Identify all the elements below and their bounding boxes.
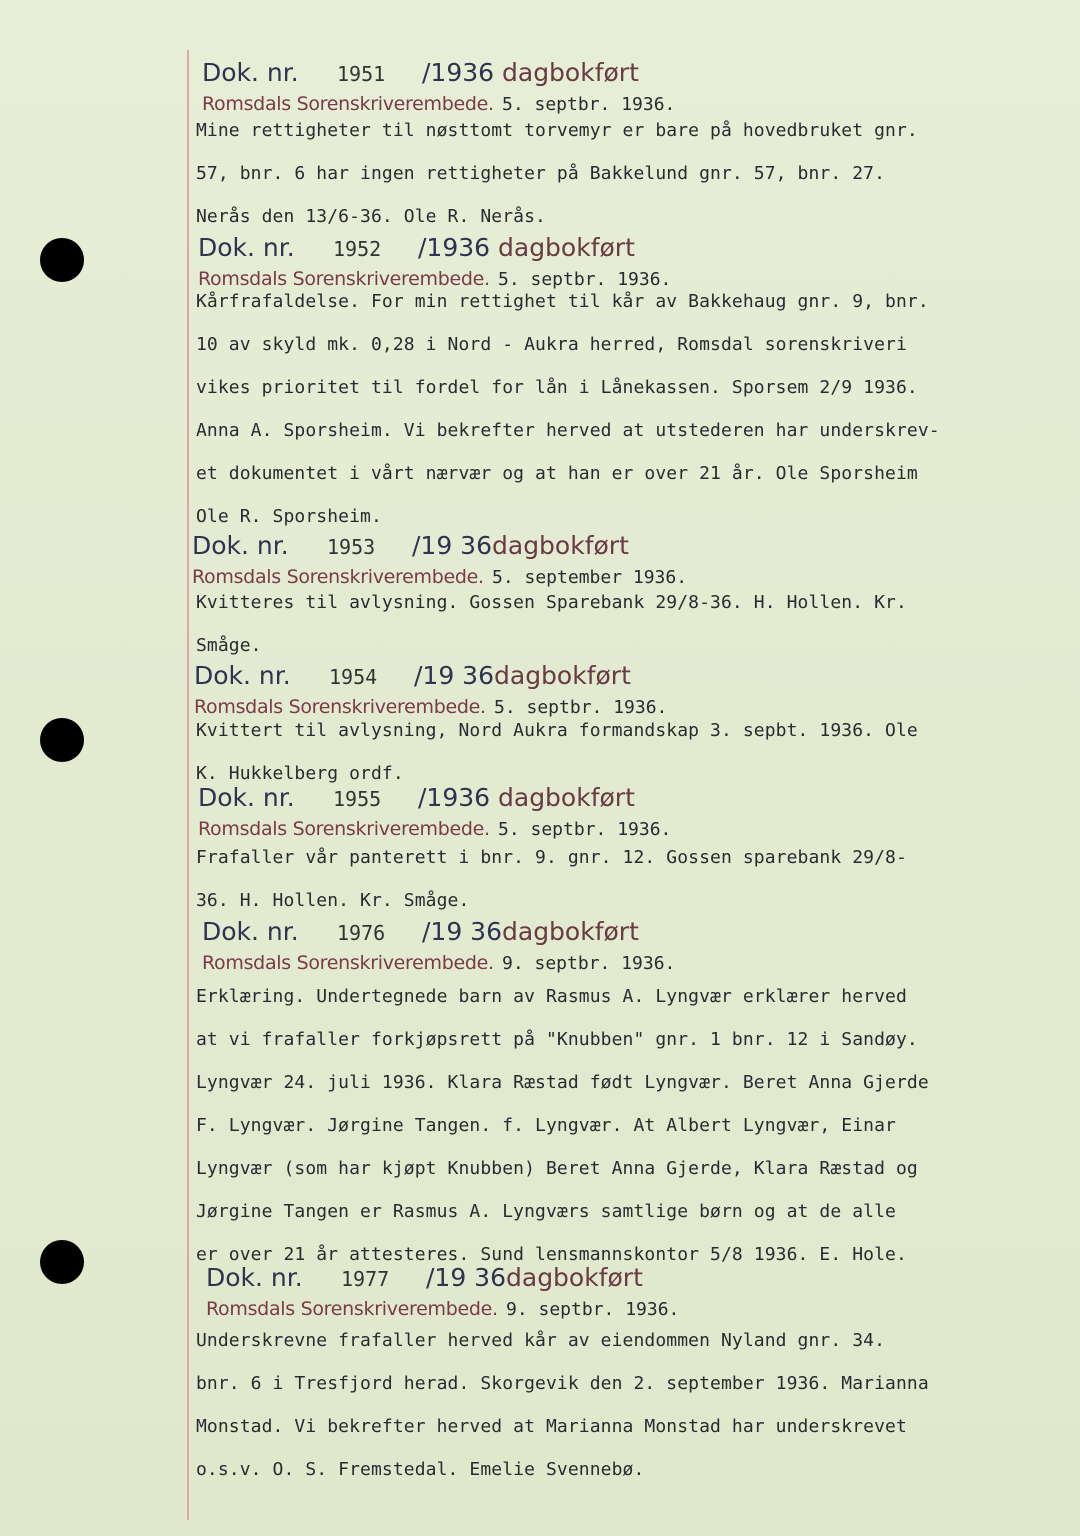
- text-line: 57, bnr. 6 har ingen rettigheter på Bakkelund gnr. 57, bnr. 27.: [196, 163, 886, 184]
- entry-header: [198, 782, 671, 842]
- office-stamp: Romsdals Sorenskriverembede.: [202, 93, 494, 115]
- entry-date: 5. september 1936.: [492, 567, 688, 588]
- entry-header: [192, 530, 687, 590]
- text-line: Underskrevne frafaller herved kår av eiendommen Nyland gnr. 34.: [196, 1330, 886, 1351]
- text-line: Jørgine Tangen er Rasmus A. Lyngværs samtlige børn og at de alle: [196, 1201, 896, 1222]
- dagbokfort-stamp: dagbokført: [502, 917, 639, 946]
- text-line: Lyngvær (som har kjøpt Knubben) Beret Anna Gjerde, Klara Ræstad og: [196, 1158, 918, 1179]
- dagbokfort-stamp: dagbokført: [498, 233, 635, 262]
- text-line: K. Hukkelberg ordf.: [196, 763, 404, 784]
- dagbokfort-stamp: dagbokført: [498, 783, 635, 812]
- text-line: Mine rettigheter til nøsttomt torvemyr er bare på hovedbruket gnr.: [196, 120, 918, 141]
- dagbokfort-stamp: dagbokført: [492, 531, 629, 560]
- punch-hole: [40, 1240, 84, 1284]
- entry-body: [196, 1326, 1066, 1498]
- dagbokfort-stamp: dagbokført: [494, 661, 631, 690]
- dok-number: 1954: [329, 665, 378, 689]
- dok-label: Dok. nr.: [192, 531, 289, 560]
- dok-number: 1952: [333, 237, 382, 261]
- dok-year: /1936: [418, 233, 491, 262]
- dok-number: 1955: [333, 787, 382, 811]
- entry-body: [196, 287, 1066, 545]
- dok-label: Dok. nr.: [202, 58, 299, 87]
- text-line: Småge.: [196, 635, 262, 656]
- dok-label: Dok. nr.: [198, 233, 295, 262]
- entry-date: 9. septbr. 1936.: [502, 953, 676, 974]
- entry-date: 5. septbr. 1936.: [498, 819, 672, 840]
- entry-header: [202, 57, 675, 117]
- office-stamp: Romsdals Sorenskriverembede.: [194, 696, 486, 718]
- entry-body: [196, 982, 1066, 1283]
- entry-date: 5. septbr. 1936.: [498, 269, 672, 290]
- text-line: Kårfrafaldelse. For min rettighet til kår av Bakkehaug gnr. 9, bnr.: [196, 291, 929, 312]
- dok-year: /19 36: [412, 531, 492, 560]
- text-line: Kvittert til avlysning, Nord Aukra formandskap 3. sepbt. 1936. Ole: [196, 720, 918, 741]
- entry-body: [196, 116, 1066, 245]
- dok-number: 1953: [327, 535, 376, 559]
- dagbokfort-stamp: dagbokført: [506, 1263, 643, 1292]
- text-line: Anna A. Sporsheim. Vi bekrefter herved at utstederen har underskrev-: [196, 420, 940, 441]
- office-stamp: Romsdals Sorenskriverembede.: [192, 566, 484, 588]
- margin-line: [187, 50, 189, 1520]
- text-line: Erklæring. Undertegnede barn av Rasmus A. Lyngvær erklærer herved: [196, 986, 907, 1007]
- text-line: Monstad. Vi bekrefter herved at Marianna Monstad har underskrevet: [196, 1416, 907, 1437]
- text-line: Lyngvær 24. juli 1936. Klara Ræstad født Lyngvær. Beret Anna Gjerde: [196, 1072, 929, 1093]
- text-line: Ole R. Sporsheim.: [196, 506, 382, 527]
- dok-label: Dok. nr.: [194, 661, 291, 690]
- punch-hole: [40, 718, 84, 762]
- dok-year: /19 36: [422, 917, 502, 946]
- text-line: o.s.v. O. S. Fremstedal. Emelie Svennebø.: [196, 1459, 645, 1480]
- dok-label: Dok. nr.: [206, 1263, 303, 1292]
- text-line: vikes prioritet til fordel for lån i Lånekassen. Sporsem 2/9 1936.: [196, 377, 918, 398]
- office-stamp: Romsdals Sorenskriverembede.: [198, 818, 490, 840]
- dok-year: /19 36: [414, 661, 494, 690]
- text-line: Nerås den 13/6-36. Ole R. Nerås.: [196, 206, 546, 227]
- entry-date: 5. septbr. 1936.: [502, 94, 676, 115]
- dok-label: Dok. nr.: [202, 917, 299, 946]
- dok-label: Dok. nr.: [198, 783, 295, 812]
- office-stamp: Romsdals Sorenskriverembede.: [202, 952, 494, 974]
- entry-date: 5. septbr. 1936.: [494, 697, 668, 718]
- text-line: Kvitteres til avlysning. Gossen Sparebank 29/8-36. H. Hollen. Kr.: [196, 592, 907, 613]
- text-line: 36. H. Hollen. Kr. Småge.: [196, 890, 470, 911]
- text-line: 10 av skyld mk. 0,28 i Nord - Aukra herred, Romsdal sorenskriveri: [196, 334, 907, 355]
- dok-number: 1977: [341, 1267, 390, 1291]
- text-line: et dokumentet i vårt nærvær og at han er over 21 år. Ole Sporsheim: [196, 463, 918, 484]
- office-stamp: Romsdals Sorenskriverembede.: [206, 1298, 498, 1320]
- text-line: er over 21 år attesteres. Sund lensmannskontor 5/8 1936. E. Hole.: [196, 1244, 907, 1265]
- dok-year: /1936: [418, 783, 491, 812]
- dok-year: /19 36: [426, 1263, 506, 1292]
- dok-number: 1951: [337, 62, 386, 86]
- entry-header: [206, 1262, 679, 1322]
- text-line: F. Lyngvær. Jørgine Tangen. f. Lyngvær. At Albert Lyngvær, Einar: [196, 1115, 896, 1136]
- punch-hole: [40, 238, 84, 282]
- text-line: Frafaller vår panterett i bnr. 9. gnr. 12. Gossen sparebank 29/8-: [196, 847, 907, 868]
- entry-header: [198, 232, 671, 292]
- dagbokfort-stamp: dagbokført: [502, 58, 639, 87]
- entry-header: [202, 916, 675, 976]
- office-stamp: Romsdals Sorenskriverembede.: [198, 268, 490, 290]
- text-line: bnr. 6 i Tresfjord herad. Skorgevik den 2. september 1936. Marianna: [196, 1373, 929, 1394]
- text-line: at vi frafaller forkjøpsrett på "Knubben" gnr. 1 bnr. 12 i Sandøy.: [196, 1029, 918, 1050]
- dok-number: 1976: [337, 921, 386, 945]
- entry-date: 9. septbr. 1936.: [506, 1299, 680, 1320]
- entry-header: [194, 660, 667, 720]
- dok-year: /1936: [422, 58, 495, 87]
